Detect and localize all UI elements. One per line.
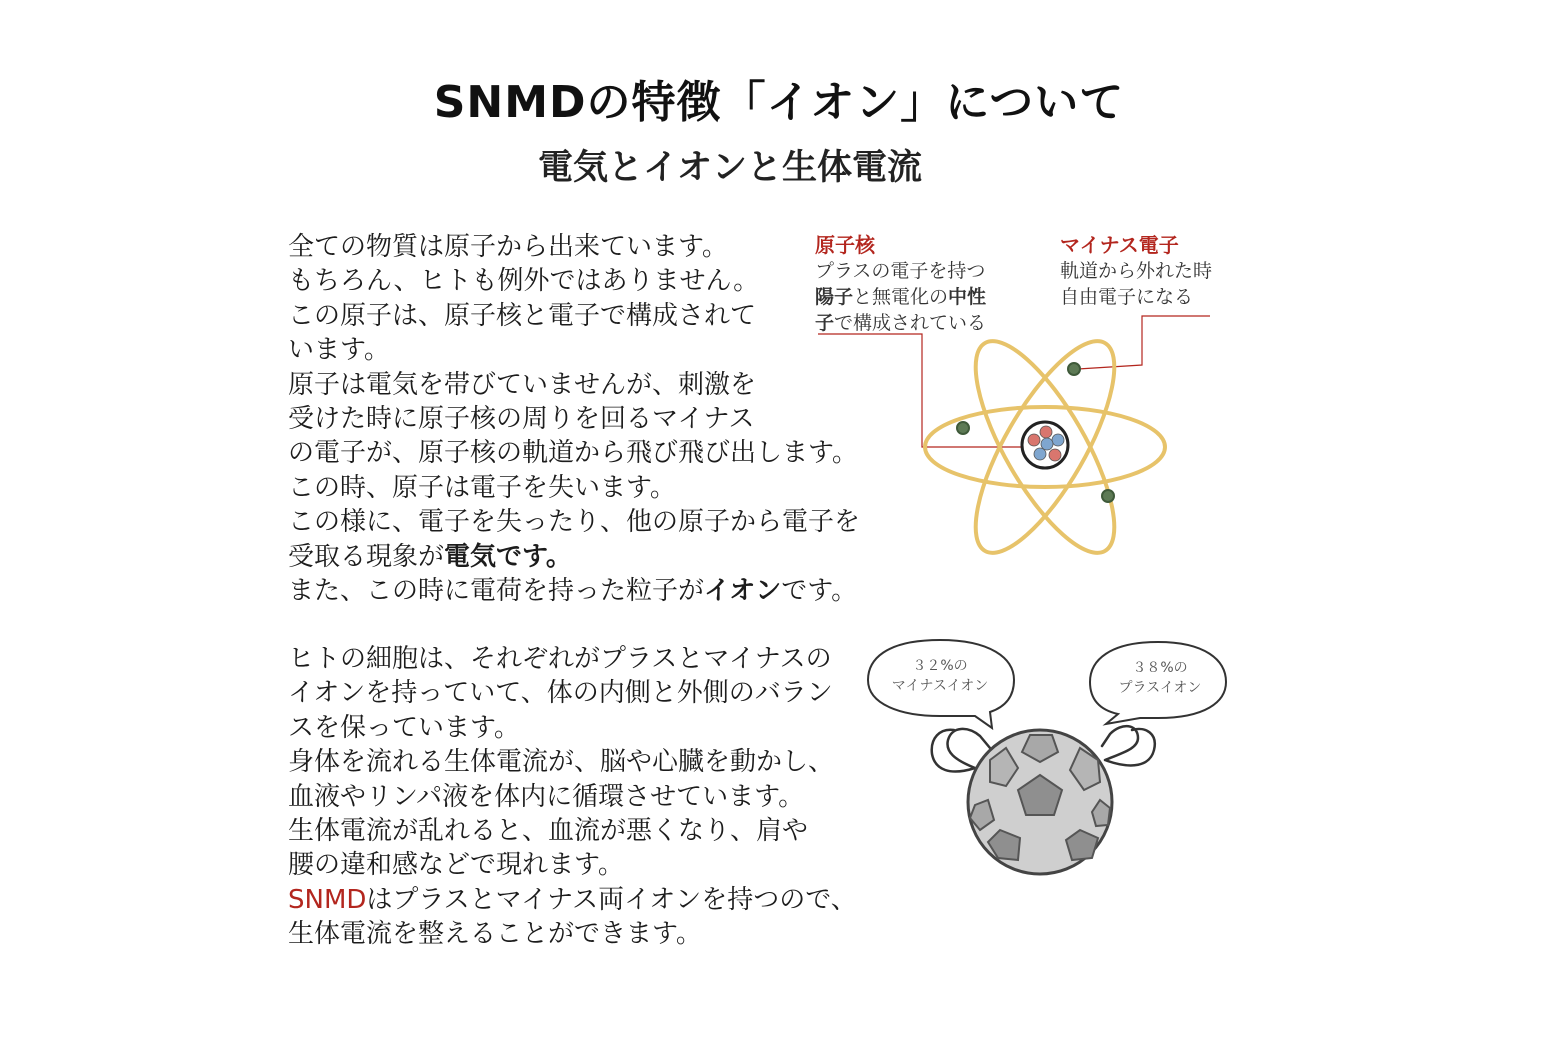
text-line — [288, 574, 860, 608]
electron-desc-line: 軌道から外れた時 — [1060, 260, 1213, 282]
electron-heading: マイナス電子 — [1060, 233, 1179, 257]
text-line: ヒトの細胞は、それぞれがプラスとマイナスの — [288, 644, 832, 674]
text-span: で構成されている — [834, 312, 987, 334]
text-line: この時、原子は電子を失います。 — [288, 472, 676, 503]
electron-icon — [1068, 363, 1080, 375]
nucleus-desc-line — [815, 284, 986, 310]
text-line — [288, 883, 857, 917]
text-span: また、この時に電荷を持った粒子が — [288, 575, 705, 606]
electron-icon — [1102, 490, 1114, 502]
text-span: はプラスとマイナス両イオンを持つので、 — [366, 884, 857, 915]
text-line: います。 — [288, 335, 390, 366]
page-subtitle: 電気とイオンと生体電流 — [538, 148, 922, 188]
electron-desc-line: 自由電子になる — [1060, 286, 1194, 308]
text-line — [288, 540, 860, 574]
plus-ion-text: プラスイオン — [1118, 680, 1202, 696]
plus-percent-text: ３８%の — [1132, 660, 1188, 676]
text-line: 全ての物質は原子から出来ています。 — [288, 232, 728, 262]
page-title: SNMDの特徴「イオン」について — [433, 77, 1125, 128]
text-line: の電子が、原子核の軌道から飛び飛び出します。 — [288, 438, 858, 469]
text-line: 身体を流れる生体電流が、脳や心臓を動かし、 — [288, 747, 835, 778]
text-line: この様に、電子を失ったり、他の原子から電子を — [288, 507, 861, 538]
electron-icon — [957, 422, 969, 434]
paragraph-bioelectric — [288, 642, 857, 952]
nucleus-leader-line — [818, 334, 1025, 447]
text-span: と無電化の — [853, 286, 949, 308]
text-line: イオンを持っていて、体の内側と外側のバラン — [288, 678, 833, 709]
electron-label — [1060, 232, 1212, 310]
text-line: 受けた時に原子核の周りを回るマイナス — [288, 403, 755, 434]
ion-ball-illustration — [860, 630, 1240, 890]
text-line: スを保っています。 — [288, 712, 520, 743]
neutron-term: 中性 — [948, 286, 987, 308]
proton-term: 陽子 — [815, 286, 854, 308]
text-line: 原子は電気を帯びていませんが、刺激を — [288, 369, 757, 400]
text-span: です。 — [781, 575, 858, 606]
text-line: 血液やリンパ液を体内に循環させています。 — [288, 781, 805, 812]
neutron-term-end: 子 — [815, 312, 835, 334]
text-line: 生体電流を整えることができます。 — [288, 919, 702, 950]
emphasis-electricity: 電気です。 — [444, 541, 572, 572]
minus-ion-text: マイナスイオン — [891, 678, 989, 694]
minus-percent-text: ３２%の — [912, 658, 968, 674]
text-span: 受取る現象が — [288, 541, 445, 572]
emphasis-ion: イオン — [704, 575, 782, 606]
nucleus-heading: 原子核 — [815, 233, 875, 257]
nucleus-desc-line: プラスの電子を持つ — [815, 260, 986, 282]
right-arm-icon — [1102, 726, 1155, 765]
text-line: この原子は、原子核と電子で構成されて — [288, 300, 757, 331]
text-line: 腰の違和感などで現れます。 — [288, 850, 624, 881]
atom-illustration — [800, 310, 1220, 560]
brand-snmd: SNMD — [288, 884, 367, 915]
paragraph-atoms — [288, 230, 860, 608]
text-line: 生体電流が乱れると、血流が悪くなり、肩や — [288, 815, 809, 846]
text-line: もちろん、ヒトも例外ではありません。 — [288, 266, 760, 297]
